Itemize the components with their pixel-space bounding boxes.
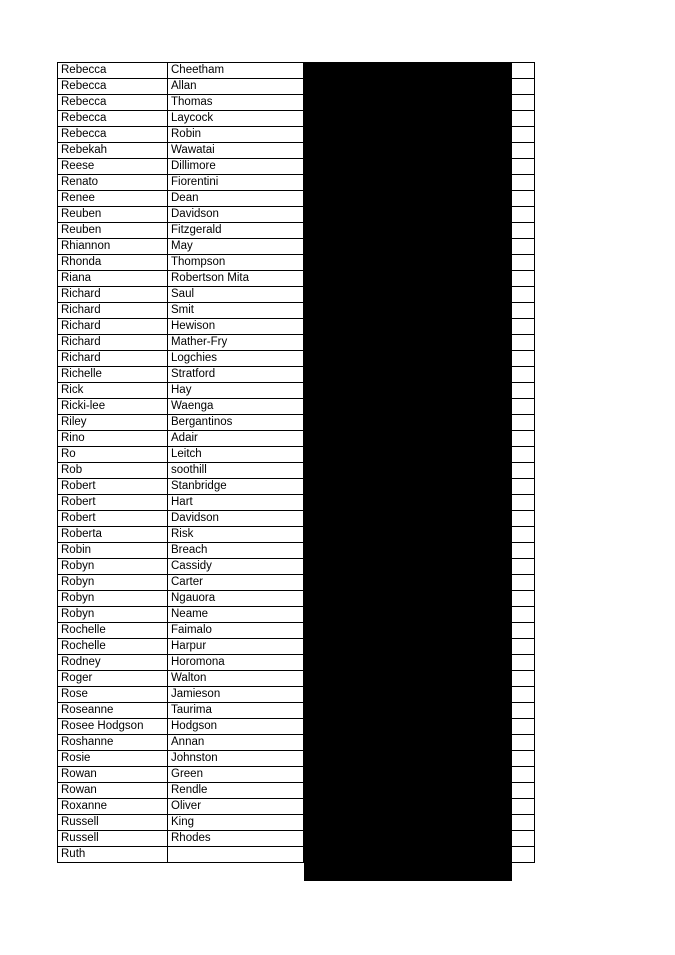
first-name-cell: Richard <box>58 287 168 303</box>
first-name-cell: Rebecca <box>58 111 168 127</box>
first-name-cell: Rebecca <box>58 79 168 95</box>
first-name-cell: Rose <box>58 687 168 703</box>
empty-cell <box>512 607 535 623</box>
empty-cell <box>512 831 535 847</box>
last-name-cell: Hart <box>168 495 304 511</box>
last-name-cell: Rendle <box>168 783 304 799</box>
empty-cell <box>512 799 535 815</box>
empty-cell <box>512 399 535 415</box>
empty-cell <box>512 559 535 575</box>
empty-cell <box>512 543 535 559</box>
first-name-cell: Roshanne <box>58 735 168 751</box>
empty-cell <box>512 335 535 351</box>
last-name-cell: Thomas <box>168 95 304 111</box>
empty-cell <box>512 671 535 687</box>
first-name-cell: Robyn <box>58 575 168 591</box>
first-name-cell: Richard <box>58 335 168 351</box>
last-name-cell: Oliver <box>168 799 304 815</box>
empty-cell <box>512 159 535 175</box>
first-name-cell: Rebekah <box>58 143 168 159</box>
first-name-cell: Ro <box>58 447 168 463</box>
last-name-cell <box>168 847 304 863</box>
empty-cell <box>512 415 535 431</box>
empty-cell <box>512 303 535 319</box>
first-name-cell: Rochelle <box>58 623 168 639</box>
first-name-cell: Rob <box>58 463 168 479</box>
first-name-cell: Robert <box>58 511 168 527</box>
first-name-cell: Robyn <box>58 559 168 575</box>
last-name-cell: Carter <box>168 575 304 591</box>
empty-cell <box>512 319 535 335</box>
first-name-cell: Richard <box>58 351 168 367</box>
last-name-cell: Ngauora <box>168 591 304 607</box>
last-name-cell: Mather-Fry <box>168 335 304 351</box>
first-name-cell: Renato <box>58 175 168 191</box>
last-name-cell: Saul <box>168 287 304 303</box>
empty-cell <box>512 527 535 543</box>
empty-cell <box>512 111 535 127</box>
last-name-cell: King <box>168 815 304 831</box>
first-name-cell: Reuben <box>58 223 168 239</box>
first-name-cell: Rebecca <box>58 63 168 79</box>
last-name-cell: Stratford <box>168 367 304 383</box>
empty-cell <box>512 735 535 751</box>
empty-cell <box>512 623 535 639</box>
empty-cell <box>512 847 535 863</box>
first-name-cell: Rowan <box>58 783 168 799</box>
last-name-cell: Walton <box>168 671 304 687</box>
empty-cell <box>512 127 535 143</box>
last-name-cell: Allan <box>168 79 304 95</box>
first-name-cell: Roberta <box>58 527 168 543</box>
empty-cell <box>512 751 535 767</box>
last-name-cell: Thompson <box>168 255 304 271</box>
first-name-cell: Riley <box>58 415 168 431</box>
first-name-cell: Riana <box>58 271 168 287</box>
empty-cell <box>512 783 535 799</box>
last-name-cell: Dillimore <box>168 159 304 175</box>
empty-cell <box>512 143 535 159</box>
first-name-cell: Rosie <box>58 751 168 767</box>
first-name-cell: Rebecca <box>58 95 168 111</box>
first-name-cell: Reuben <box>58 207 168 223</box>
empty-cell <box>512 687 535 703</box>
last-name-cell: Johnston <box>168 751 304 767</box>
empty-cell <box>512 255 535 271</box>
last-name-cell: Taurima <box>168 703 304 719</box>
empty-cell <box>512 95 535 111</box>
last-name-cell: Davidson <box>168 511 304 527</box>
empty-cell <box>512 511 535 527</box>
last-name-cell: Stanbridge <box>168 479 304 495</box>
first-name-cell: Rhiannon <box>58 239 168 255</box>
empty-cell <box>512 383 535 399</box>
first-name-cell: Renee <box>58 191 168 207</box>
last-name-cell: Waenga <box>168 399 304 415</box>
empty-cell <box>512 351 535 367</box>
empty-cell <box>512 63 535 79</box>
last-name-cell: Hewison <box>168 319 304 335</box>
empty-cell <box>512 815 535 831</box>
empty-cell <box>512 591 535 607</box>
last-name-cell: Faimalo <box>168 623 304 639</box>
last-name-cell: Cassidy <box>168 559 304 575</box>
first-name-cell: Robert <box>58 495 168 511</box>
last-name-cell: Harpur <box>168 639 304 655</box>
last-name-cell: Laycock <box>168 111 304 127</box>
last-name-cell: Leitch <box>168 447 304 463</box>
empty-cell <box>512 479 535 495</box>
empty-cell <box>512 447 535 463</box>
first-name-cell: Richard <box>58 303 168 319</box>
first-name-cell: Rhonda <box>58 255 168 271</box>
first-name-cell: Roxanne <box>58 799 168 815</box>
empty-cell <box>512 207 535 223</box>
empty-cell <box>512 719 535 735</box>
last-name-cell: Hay <box>168 383 304 399</box>
empty-cell <box>512 271 535 287</box>
empty-cell <box>512 239 535 255</box>
first-name-cell: Robert <box>58 479 168 495</box>
last-name-cell: Wawatai <box>168 143 304 159</box>
last-name-cell: Fiorentini <box>168 175 304 191</box>
last-name-cell: Annan <box>168 735 304 751</box>
first-name-cell: Ruth <box>58 847 168 863</box>
first-name-cell: Richelle <box>58 367 168 383</box>
empty-cell <box>512 639 535 655</box>
first-name-cell: Robyn <box>58 591 168 607</box>
empty-cell <box>512 463 535 479</box>
last-name-cell: Jamieson <box>168 687 304 703</box>
empty-cell <box>512 191 535 207</box>
first-name-cell: Russell <box>58 831 168 847</box>
last-name-cell: Cheetham <box>168 63 304 79</box>
empty-cell <box>512 575 535 591</box>
first-name-cell: Roseanne <box>58 703 168 719</box>
empty-cell <box>512 223 535 239</box>
empty-cell <box>512 287 535 303</box>
first-name-cell: Rowan <box>58 767 168 783</box>
last-name-cell: Neame <box>168 607 304 623</box>
last-name-cell: Bergantinos <box>168 415 304 431</box>
first-name-cell: Robyn <box>58 607 168 623</box>
redaction-block <box>304 62 512 881</box>
last-name-cell: Adair <box>168 431 304 447</box>
last-name-cell: Risk <box>168 527 304 543</box>
empty-cell <box>512 431 535 447</box>
last-name-cell: Green <box>168 767 304 783</box>
last-name-cell: Rhodes <box>168 831 304 847</box>
empty-cell <box>512 703 535 719</box>
empty-cell <box>512 655 535 671</box>
last-name-cell: Dean <box>168 191 304 207</box>
first-name-cell: Rino <box>58 431 168 447</box>
first-name-cell: Roger <box>58 671 168 687</box>
last-name-cell: Fitzgerald <box>168 223 304 239</box>
first-name-cell: Rebecca <box>58 127 168 143</box>
first-name-cell: Rodney <box>58 655 168 671</box>
first-name-cell: Rosee Hodgson <box>58 719 168 735</box>
first-name-cell: Richard <box>58 319 168 335</box>
empty-cell <box>512 495 535 511</box>
last-name-cell: Davidson <box>168 207 304 223</box>
first-name-cell: Ricki-lee <box>58 399 168 415</box>
first-name-cell: Rick <box>58 383 168 399</box>
last-name-cell: Robertson Mita <box>168 271 304 287</box>
empty-cell <box>512 367 535 383</box>
last-name-cell: Smit <box>168 303 304 319</box>
last-name-cell: Breach <box>168 543 304 559</box>
last-name-cell: Horomona <box>168 655 304 671</box>
last-name-cell: May <box>168 239 304 255</box>
last-name-cell: soothill <box>168 463 304 479</box>
empty-cell <box>512 175 535 191</box>
last-name-cell: Robin <box>168 127 304 143</box>
last-name-cell: Hodgson <box>168 719 304 735</box>
first-name-cell: Russell <box>58 815 168 831</box>
first-name-cell: Robin <box>58 543 168 559</box>
empty-cell <box>512 79 535 95</box>
first-name-cell: Reese <box>58 159 168 175</box>
first-name-cell: Rochelle <box>58 639 168 655</box>
empty-cell <box>512 767 535 783</box>
last-name-cell: Logchies <box>168 351 304 367</box>
